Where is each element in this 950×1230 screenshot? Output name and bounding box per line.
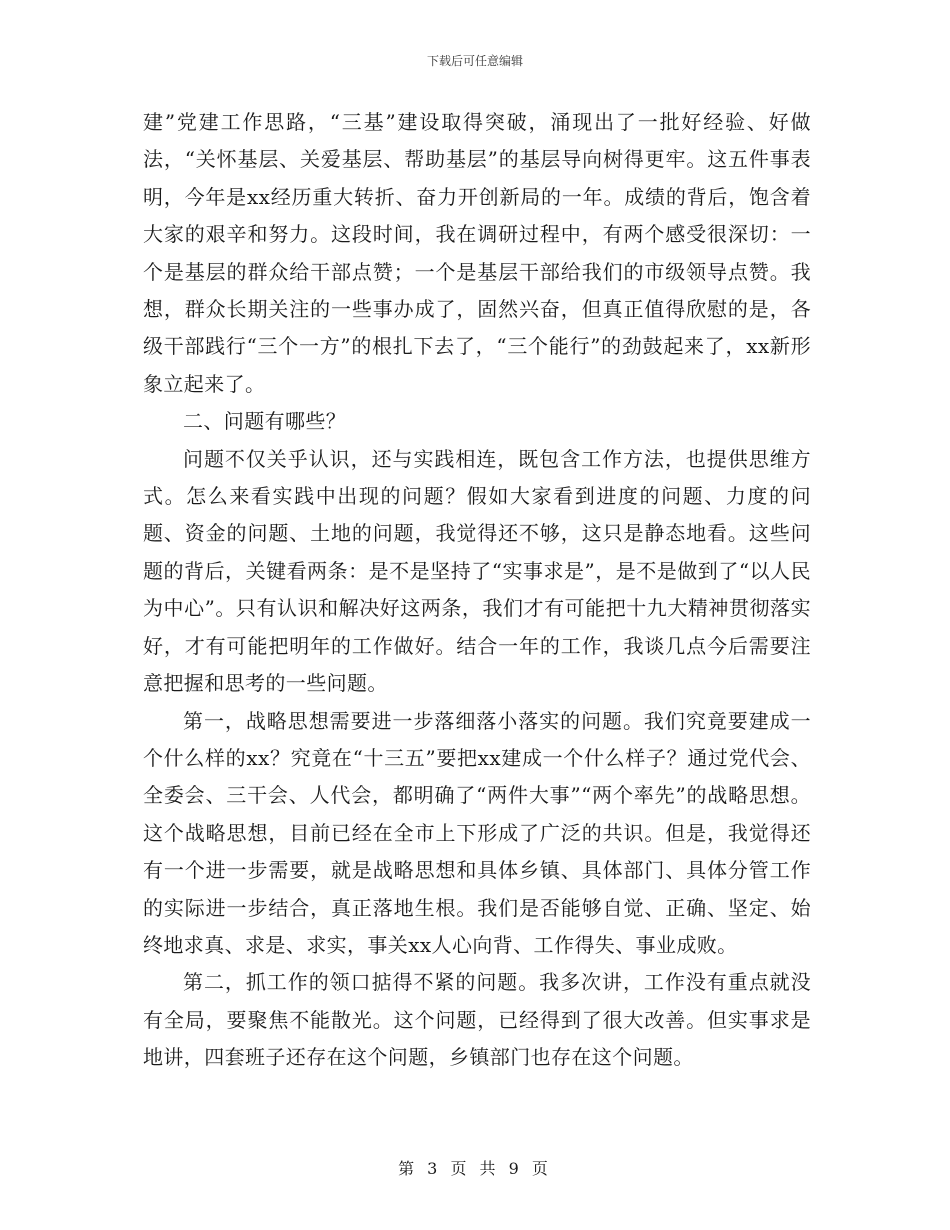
- section-heading-problems: 二、问题有哪些？: [183, 409, 347, 434]
- paragraph-problem-two: 第二，抓工作的领口掂得不紧的问题。我多次讲，工作没有重点就没有全局，要聚焦不能散光。这个问题，已经得到了很大改善。但实事求是地讲，四套班子还存在这个问题，乡镇部门也存在这个问题。: [143, 970, 811, 1070]
- paragraph-problem-one: 第一，战略思想需要进一步落细落小落实的问题。我们究竟要建成一个什么样的xx？究竟在“十三五”要把xx建成一个什么样子？通过党代会、全委会、三干会、人代会，都明确了“两件大事”“两个率先”的战略思想。这个战略思想，目前已经在全市上下形成了广泛的共识。但是，我觉得还有一个进一步需要，就是战略思想和具体乡镇、具体部门、具体分管工作的实际进一步结合，真正落地生根。我们是否能够自觉、正确、坚定、始终地求真、求是、求实，事关xx人心向背、工作得失、事业成败。: [143, 708, 811, 957]
- paragraph-problems-intro: 问题不仅关乎认识，还与实践相连，既包含工作方法，也提供思维方式。怎么来看实践中出现的问题？假如大家看到进度的问题、力度的问题、资金的问题、土地的问题，我觉得还不够，这只是静态地看。这些问题的背后，关键看两条：是不是坚持了“实事求是”，是不是做到了“以人民为中心”。只有认识和解决好这两条，我们才有可能把十九大精神贯彻落实好，才有可能把明年的工作做好。结合一年的工作，我谈几点今后需要注意把握和思考的一些问题。: [143, 446, 811, 696]
- paragraph-achievements: 建”党建工作思路，“三基”建设取得突破，涌现出了一批好经验、好做法，“关怀基层、关爱基层、帮助基层”的基层导向树得更牢。这五件事表明，今年是xx经历重大转折、奋力开创新局的一年。成绩的背后，饱含着大家的艰辛和努力。这段时间，我在调研过程中，有两个感受很深切：一个是基层的群众给干部点赞；一个是基层干部给我们的市级领导点赞。我想，群众长期关注的一些事办成了，固然兴奋，但真正值得欣慰的是，各级干部践行“三个一方”的根扎下去了，“三个能行”的劲鼓起来了，xx新形象立起来了。: [143, 110, 811, 396]
- page-header-note: 下载后可任意编辑: [426, 54, 523, 68]
- page-number: 第 3 页 共 9 页: [398, 1159, 552, 1178]
- document-body: [143, 104, 811, 1077]
